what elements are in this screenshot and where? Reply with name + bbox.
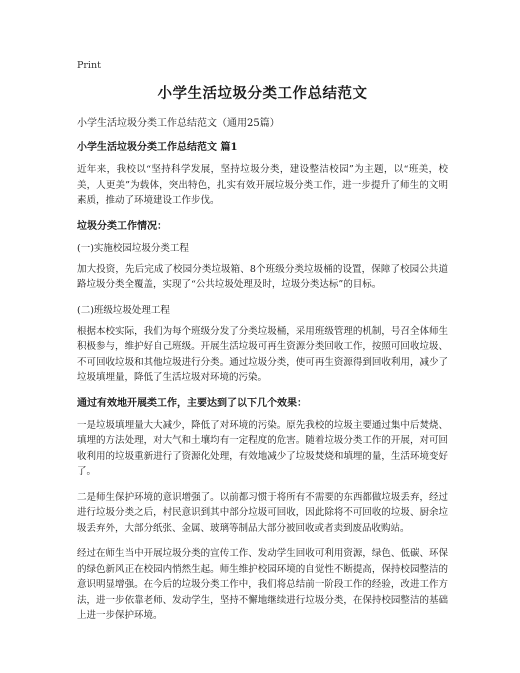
effect1-paragraph: 一是垃圾填埋量大大减少，降低了对环境的污染。原先我校的垃圾主要通过集中后焚烧、填埋的方法处理，对大气和土壤均有一定程度的危害。随着垃圾分类工作的开展，对可回收利用的垃圾重新进行了资源化处理，有效地减少了垃圾焚烧和填埋的量，生活环境变好了。 (77, 419, 448, 477)
effect3-paragraph: 经过在师生当中开展垃圾分类的宣传工作、发动学生回收可利用资源，绿色、低碳、环保的绿色新风正在校园内悄然生起。师生维护校园环境的自觉性不断提高，保持校园整洁的意识明显增强。在今后的垃圾分类工作中，我们将总结前一阶段工作的经验，改进工作方法，进一步依靠老师、发动学生，坚持不懈地继续进行垃圾分类，在保持校园整洁的基础上进一步保护环境。 (77, 548, 448, 621)
document-subtitle: 小学生活垃圾分类工作总结范文（通用25篇） (77, 118, 280, 129)
situation-heading: 垃圾分类工作情况： (77, 220, 167, 232)
item2-heading: (二)班级垃圾处理工程 (77, 304, 170, 316)
item1-paragraph: 加大投资，先后完成了校园分类垃圾箱、8个班级分类垃圾桶的设置，保障了校园公共道路垃圾分类全覆盖，实现了“公共垃圾处理及时，垃圾分类达标”的目标。 (77, 263, 448, 290)
item1-heading: (一)实施校园垃圾分类工程 (77, 242, 189, 254)
effects-heading: 通过有效地开展类工作，主要达到了以下几个效果： (77, 397, 307, 409)
effect2-paragraph: 二是师生保护环境的意识增强了。以前都习惯于将所有不需要的东西都做垃圾丢弃，经过进行垃圾分类之后，村民意识到其中部分垃圾可回收，因此除将不可回收的垃圾、厨余垃圾丢弃外，大部分纸张、金属、玻璃等制品大部分被回收或者卖到废品收购站。 (77, 491, 448, 534)
section-heading: 小学生活垃圾分类工作总结范文 篇1 (77, 142, 238, 153)
print-label[interactable]: Print (77, 60, 101, 71)
intro-paragraph: 近年来，我校以“坚持科学发展，坚持垃圾分类，建设整洁校园”为主题，以“班美，校美，人更美”为载体，突出特色，扎实有效开展垃圾分类工作，进一步提升了师生的文明素质，推动了环境建设工作步伐。 (77, 164, 448, 206)
item2-paragraph: 根据本校实际，我们为每个班级分发了分类垃圾桶，采用班级管理的机制，号召全体师生积极参与，维护好自己班级。开展生活垃圾可再生资源分类回收工作，按照可回收垃圾、不可回收垃圾和其他垃圾进行分类。通过垃圾分类，使可再生资源得到回收利用，减少了垃圾填埋量，降低了生活垃圾对环境的污染。 (77, 325, 448, 383)
page-title: 小学生活垃圾分类工作总结范文 (157, 85, 368, 102)
